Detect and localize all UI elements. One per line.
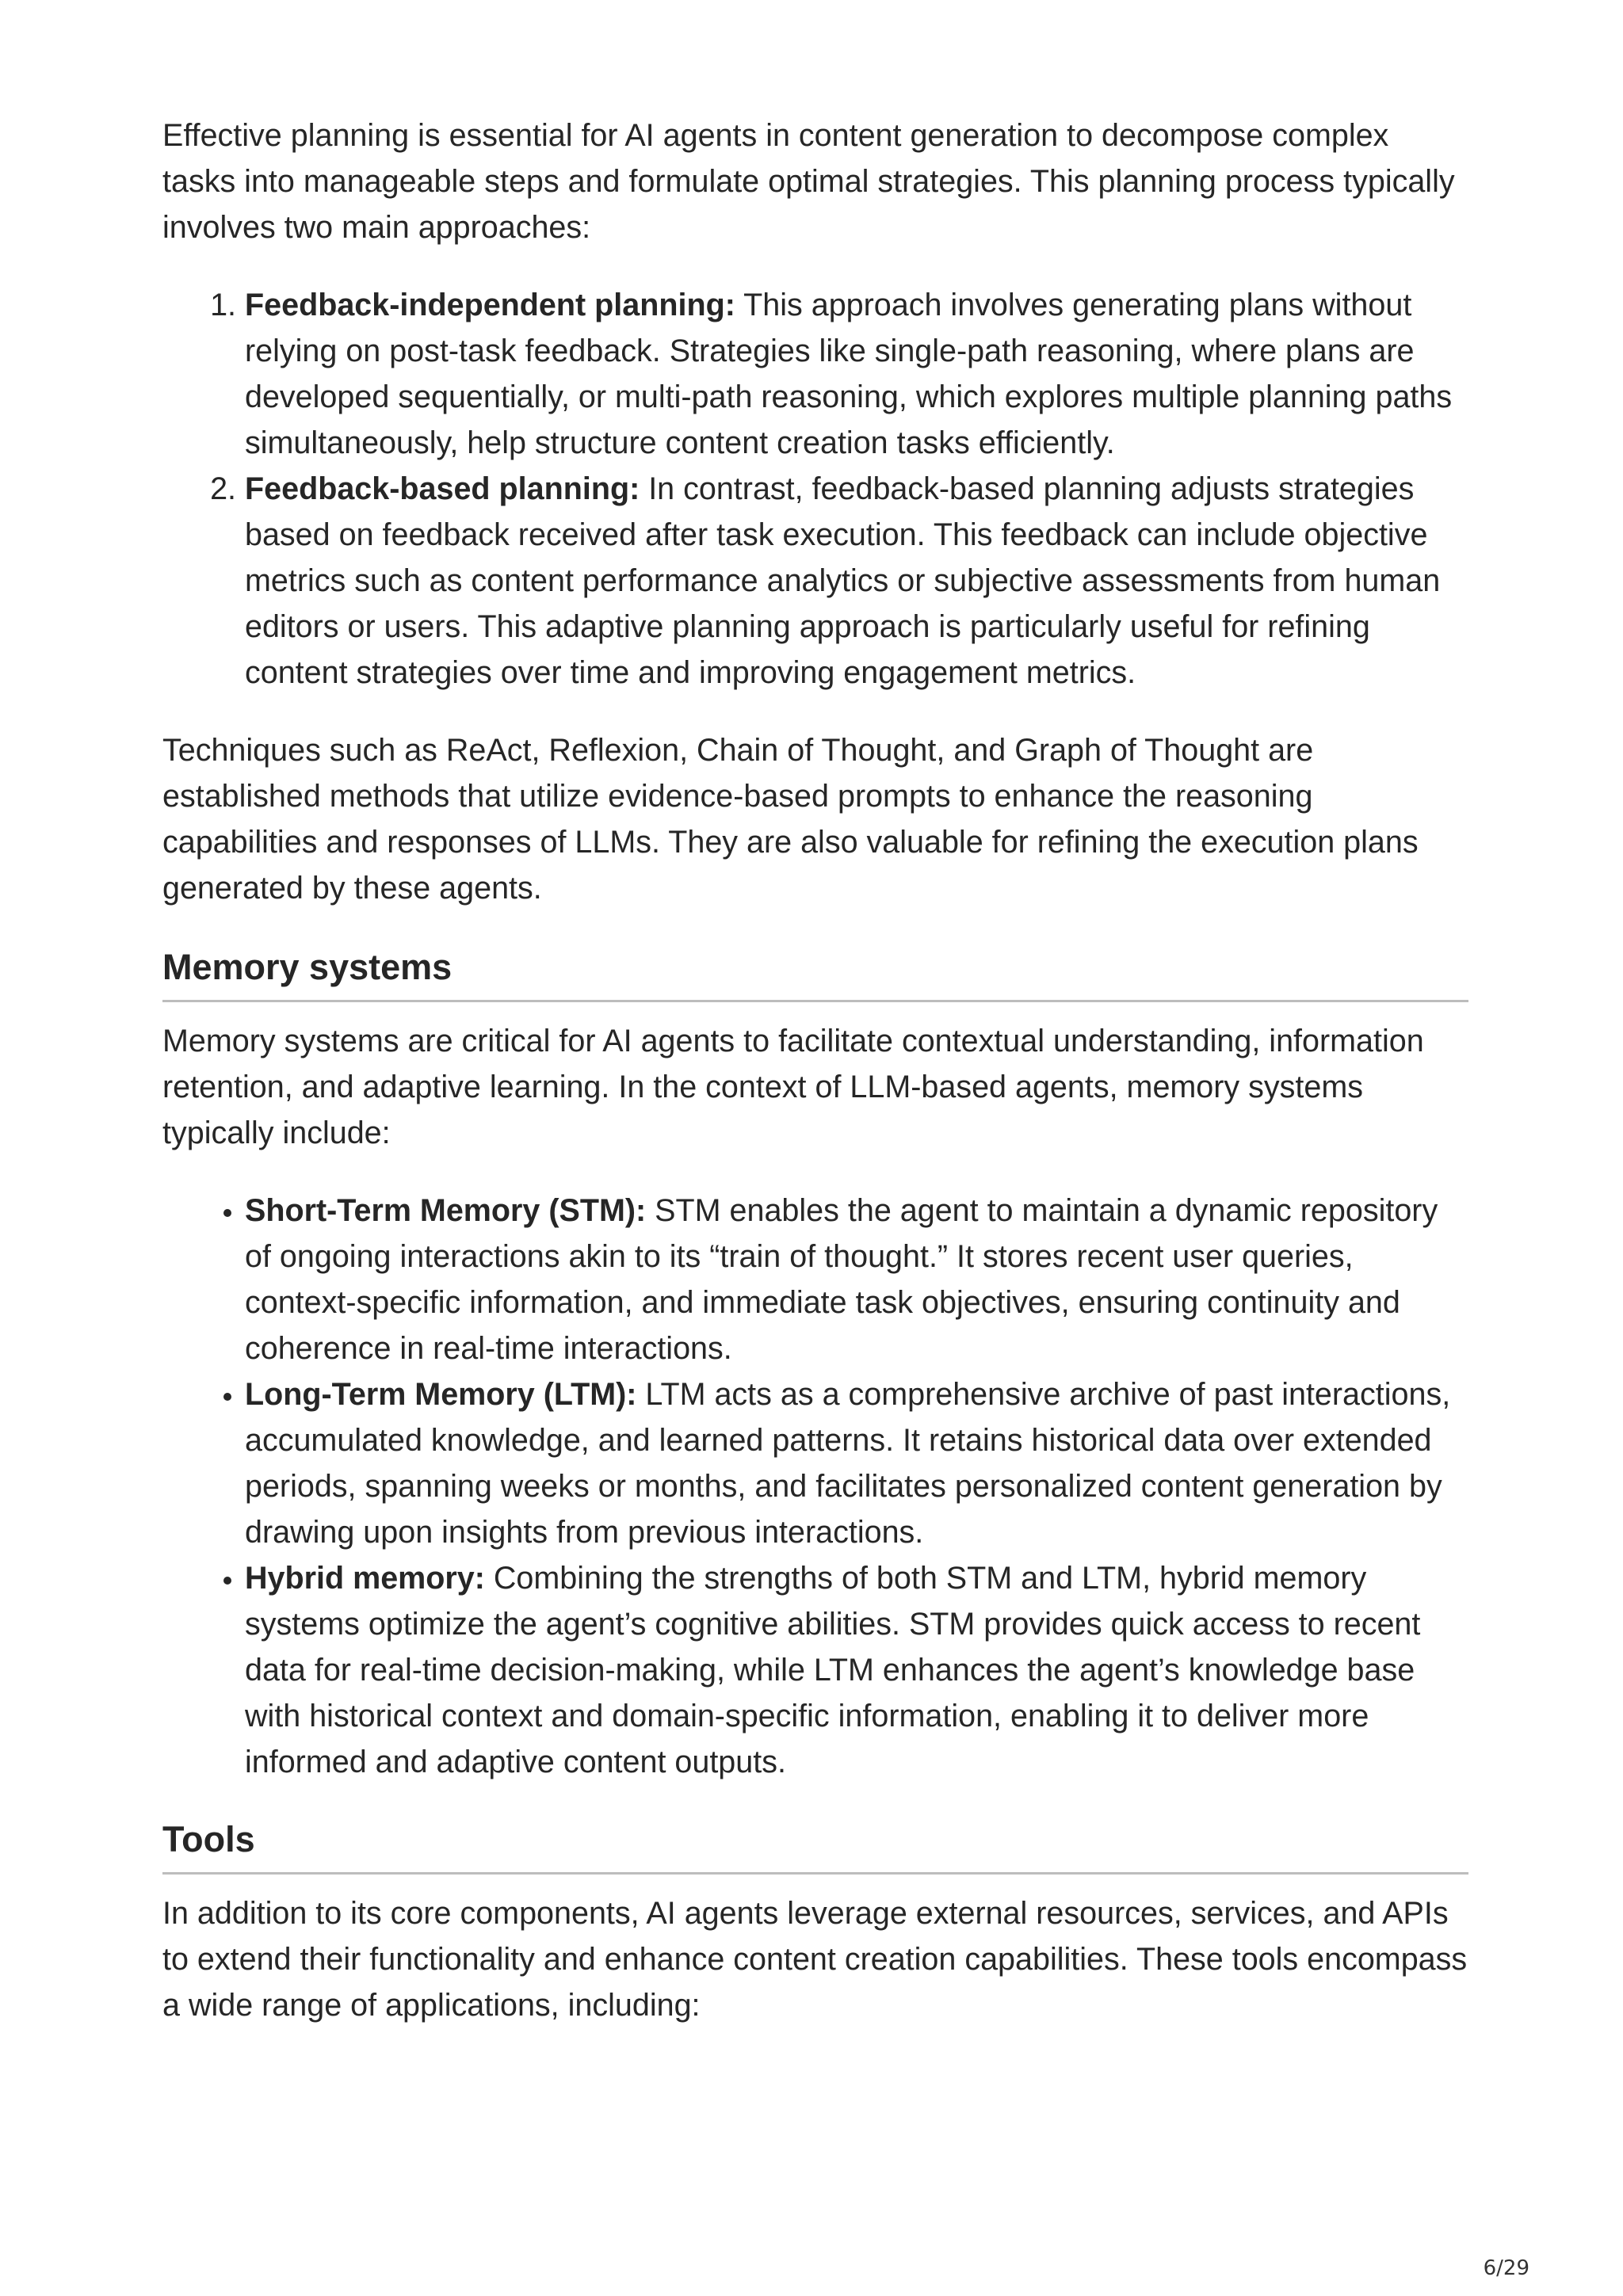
list-item bbox=[245, 466, 1468, 696]
list-item-term: Feedback-independent planning: bbox=[245, 288, 735, 322]
planning-intro-paragraph: Effective planning is essential for AI agents in content generation to decompose complex tasks into manageable steps and formulate optimal strategies. This planning process typically involves two main approaches: bbox=[162, 118, 1455, 245]
tools-heading: Tools bbox=[162, 1817, 1468, 1875]
list-item-term: Hybrid memory: bbox=[245, 1561, 485, 1596]
list-item-text: LTM acts as a comprehensive archive of past interactions, accumulated knowledge, and learned patterns. It retains historical data over extended periods, spanning weeks or months, and facilitates personalized content generation by drawing upon insights from previous interactions. bbox=[245, 1377, 1451, 1550]
list-item-term: Long-Term Memory (LTM): bbox=[245, 1377, 637, 1412]
list-item-text: In contrast, feedback-based planning adjusts strategies based on feedback received after task execution. This feedback can include objective metrics such as content performance analytics or subjective assessments from human editors or users. This adaptive planning approach is particularly useful for refining content strategies over time and improving engagement metrics. bbox=[245, 471, 1441, 690]
list-item bbox=[245, 282, 1468, 466]
memory-types-list bbox=[162, 1188, 1468, 1785]
page-number: 6/29 bbox=[1483, 2256, 1529, 2280]
list-item-term: Short-Term Memory (STM): bbox=[245, 1193, 647, 1228]
list-item bbox=[245, 1555, 1468, 1785]
tools-intro-paragraph: In addition to its core components, AI agents leverage external resources, services, and APIs to extend their functionality and enhance content creation capabilities. These tools encompass a wide range of applications, including: bbox=[162, 1896, 1468, 2023]
list-item-term: Feedback-based planning: bbox=[245, 471, 640, 506]
list-item-text: Combining the strengths of both STM and LTM, hybrid memory systems optimize the agent’s cognitive abilities. STM provides quick access to recent data for real-time decision-making, while LTM enhances the agent’s knowledge base with historical context and domain-specific information, enabling it to deliver more informed and adaptive content outputs. bbox=[245, 1561, 1421, 1779]
list-item bbox=[245, 1188, 1468, 1371]
document-page bbox=[162, 113, 1468, 2028]
list-item-text: STM enables the agent to maintain a dynamic repository of ongoing interactions akin to its “train of thought.” It stores recent user queries, context-specific information, and immediate task objectives, ensuring continuity and coherence in real-time interactions. bbox=[245, 1193, 1438, 1366]
list-item bbox=[245, 1371, 1468, 1555]
memory-intro-paragraph: Memory systems are critical for AI agents to facilitate contextual understanding, information retention, and adaptive learning. In the context of LLM-based agents, memory systems typically include: bbox=[162, 1024, 1424, 1150]
planning-approaches-list bbox=[162, 282, 1468, 696]
techniques-paragraph: Techniques such as ReAct, Reflexion, Chain of Thought, and Graph of Thought are established methods that utilize evidence-based prompts to enhance the reasoning capabilities and responses of LLMs. They are also valuable for refining the execution plans generated by these agents. bbox=[162, 733, 1419, 906]
memory-systems-heading: Memory systems bbox=[162, 944, 1468, 1002]
list-item-text: This approach involves generating plans without relying on post-task feedback. Strategies like single-path reasoning, where plans are developed sequentially, or multi-path reasoning, which explores multiple planning paths simultaneously, help structure content creation tasks efficiently. bbox=[245, 288, 1453, 460]
